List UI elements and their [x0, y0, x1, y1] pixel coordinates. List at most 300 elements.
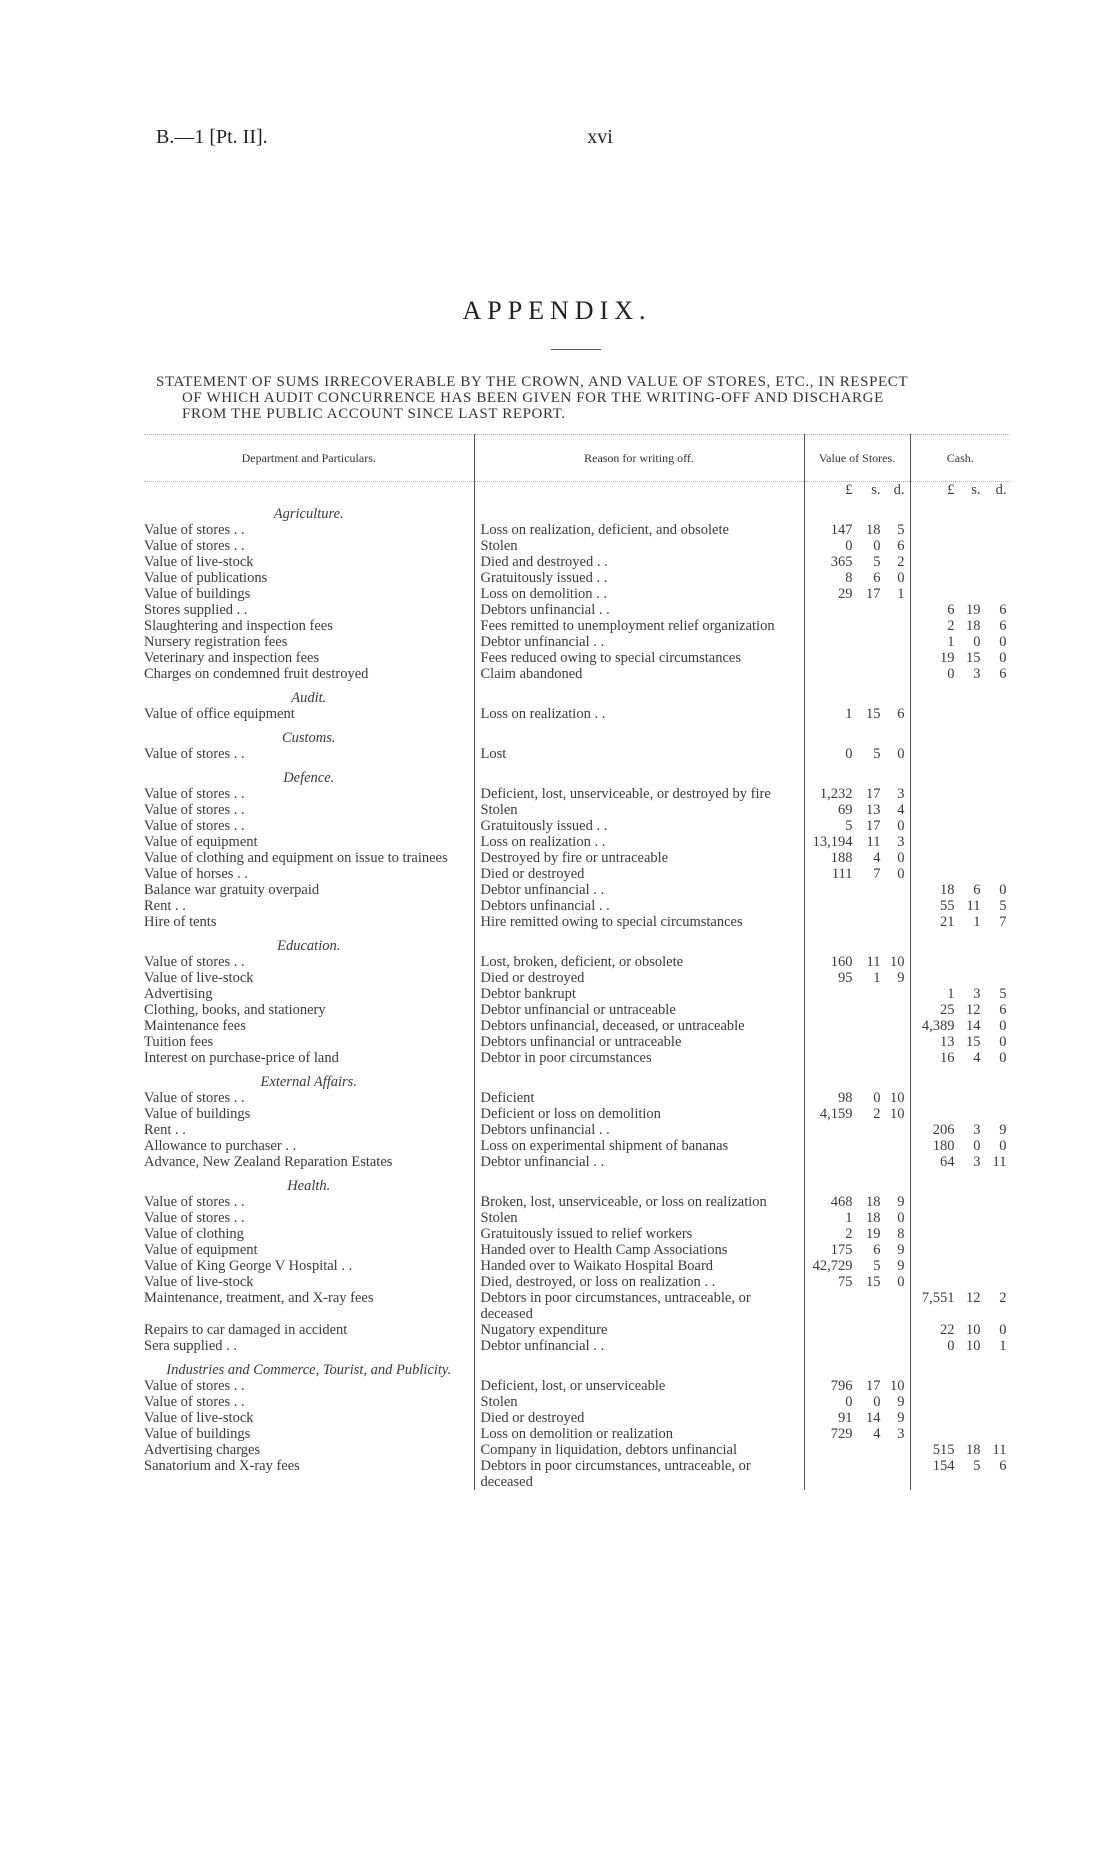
stores-value-cell — [804, 1194, 910, 1210]
lsd-part: 15 — [866, 1274, 881, 1290]
stores-value-cell — [804, 602, 910, 618]
lsd-part: 3 — [897, 1426, 905, 1442]
lsd-part: 0 — [897, 850, 905, 866]
section-heading: External Affairs. — [260, 1074, 357, 1090]
lsd-part: 175 — [830, 1242, 853, 1258]
table-row — [144, 618, 1010, 634]
cash-value-cell — [910, 618, 1010, 634]
section-blank — [910, 1066, 1010, 1090]
lsd-part: 55 — [940, 898, 955, 914]
lsd-part: 1 — [845, 1210, 853, 1226]
cash-value-cell — [910, 970, 1010, 986]
lsd-part: 5 — [873, 1258, 881, 1274]
reason-cell: Loss on demolition . . — [474, 586, 804, 602]
particulars-cell: Advertising — [144, 986, 213, 1002]
lsd-part: 6 — [873, 570, 881, 586]
cash-value-cell — [910, 666, 1010, 682]
lsd-part: 9 — [897, 1394, 905, 1410]
stores-value-cell — [804, 706, 910, 722]
lsd-part: 9 — [897, 1258, 905, 1274]
units-row — [144, 482, 1010, 499]
lsd-part: 4 — [873, 1426, 881, 1442]
lsd-part: 17 — [866, 1378, 881, 1394]
lsd-part: 11 — [992, 1442, 1007, 1458]
table-row — [144, 866, 1010, 882]
lsd-amount — [911, 1050, 1007, 1066]
reason-cell: Stolen — [474, 538, 804, 554]
lsd-amount — [911, 1442, 1007, 1458]
table-row — [144, 1242, 1010, 1258]
particulars-cell: Value of stores . . — [144, 1378, 245, 1394]
lsd-amount — [805, 850, 905, 866]
particulars-cell: Sera supplied . . — [144, 1338, 238, 1354]
lsd-part: 6 — [897, 538, 905, 554]
cash-value-cell — [910, 986, 1010, 1002]
section-blank — [474, 1354, 804, 1378]
particulars-cell: Rent . . — [144, 898, 186, 914]
lsd-amount — [911, 1122, 1007, 1138]
section-blank — [474, 1066, 804, 1090]
lsd-part: 0 — [947, 1338, 955, 1354]
table-row — [144, 522, 1010, 538]
units-blank — [144, 482, 474, 499]
lsd-part: 1 — [897, 586, 905, 602]
section-blank — [804, 498, 910, 522]
cash-value-cell — [910, 818, 1010, 834]
lsd-part: 18 — [966, 618, 981, 634]
particulars-cell: Slaughtering and inspection fees — [144, 618, 333, 634]
table-row — [144, 882, 1010, 898]
lsd-part: 11 — [866, 834, 881, 850]
stores-value-cell — [804, 1290, 910, 1322]
section-heading: Education. — [277, 938, 341, 954]
cash-value-cell — [910, 1426, 1010, 1442]
particulars-cell: Value of horses . . — [144, 866, 248, 882]
stores-units — [804, 482, 910, 499]
lsd-part: 15 — [866, 706, 881, 722]
stores-value-cell — [804, 618, 910, 634]
lsd-part: 0 — [973, 634, 981, 650]
unit-label: s. — [871, 482, 881, 498]
table-row — [144, 1210, 1010, 1226]
particulars-cell: Value of stores . . — [144, 1090, 245, 1106]
particulars-cell: Value of stores . . — [144, 522, 245, 538]
statement-line: STATEMENT OF SUMS IRRECOVERABLE BY THE CROWN, AND VALUE OF STORES, ETC., IN RESPECT — [156, 374, 909, 390]
particulars-cell: Value of stores . . — [144, 1210, 245, 1226]
cash-value-cell — [910, 1090, 1010, 1106]
lsd-part: 0 — [999, 634, 1007, 650]
section-heading: Defence. — [283, 770, 335, 786]
reason-cell: Gratuitously issued to relief workers — [474, 1226, 804, 1242]
unit-label: d. — [995, 482, 1007, 498]
cash-value-cell — [910, 1226, 1010, 1242]
table-row — [144, 1002, 1010, 1018]
reason-cell: Claim abandoned — [474, 666, 804, 682]
lsd-part: 8 — [897, 1226, 905, 1242]
section-row — [144, 722, 1010, 746]
lsd-part: 18 — [940, 882, 955, 898]
cash-value-cell — [910, 554, 1010, 570]
lsd-part: 3 — [897, 834, 905, 850]
lsd-part: 0 — [999, 1018, 1007, 1034]
reason-cell: Loss on realization . . — [474, 706, 804, 722]
lsd-amount — [911, 1338, 1007, 1354]
cash-value-cell — [910, 1194, 1010, 1210]
lsd-part: 0 — [897, 818, 905, 834]
reason-cell: Died and destroyed . . — [474, 554, 804, 570]
cash-value-cell — [910, 898, 1010, 914]
table-row — [144, 554, 1010, 570]
particulars-cell: Maintenance fees — [144, 1018, 246, 1034]
cash-value-cell — [910, 1290, 1010, 1322]
reason-cell: Company in liquidation, debtors unfinancial — [474, 1442, 804, 1458]
stores-value-cell — [804, 1458, 910, 1490]
lsd-part: 515 — [932, 1442, 955, 1458]
stores-value-cell — [804, 1274, 910, 1290]
cash-value-cell — [910, 586, 1010, 602]
cash-value-cell — [910, 882, 1010, 898]
col-header-department: Department and Particulars. — [144, 435, 474, 482]
cash-value-cell — [910, 850, 1010, 866]
reason-cell: Lost, broken, deficient, or obsolete — [474, 954, 804, 970]
lsd-amount — [911, 618, 1007, 634]
stores-value-cell — [804, 1226, 910, 1242]
lsd-part: 6 — [999, 618, 1007, 634]
section-blank — [804, 1066, 910, 1090]
lsd-part: 19 — [866, 1226, 881, 1242]
section-blank — [474, 722, 804, 746]
reason-cell: Broken, lost, unserviceable, or loss on realization — [474, 1194, 804, 1210]
table-row — [144, 1194, 1010, 1210]
lsd-part: 1 — [873, 970, 881, 986]
lsd-part: 3 — [973, 1154, 981, 1170]
lsd-amount — [805, 1210, 905, 1226]
lsd-amount — [805, 866, 905, 882]
cash-value-cell — [910, 834, 1010, 850]
stores-value-cell — [804, 1322, 910, 1338]
cash-value-cell — [910, 650, 1010, 666]
table-row — [144, 570, 1010, 586]
section-blank — [804, 1354, 910, 1378]
lsd-amount — [911, 1002, 1007, 1018]
cash-value-cell — [910, 1258, 1010, 1274]
section-row — [144, 930, 1010, 954]
lsd-amount — [911, 1458, 1007, 1474]
particulars-cell: Value of stores . . — [144, 746, 245, 762]
stores-value-cell — [804, 650, 910, 666]
reason-cell: Debtors in poor circumstances, untraceable, or deceased — [474, 1290, 804, 1322]
particulars-cell: Value of office equipment — [144, 706, 295, 722]
cash-value-cell — [910, 570, 1010, 586]
lsd-amount — [805, 834, 905, 850]
section-row — [144, 762, 1010, 786]
cash-value-cell — [910, 522, 1010, 538]
section-blank — [910, 722, 1010, 746]
lsd-part: 18 — [866, 1210, 881, 1226]
reason-cell: Stolen — [474, 802, 804, 818]
reason-cell: Fees remitted to unemployment relief organization — [474, 618, 804, 634]
particulars-cell: Advertising charges — [144, 1442, 261, 1458]
lsd-part: 3 — [897, 786, 905, 802]
lsd-part: 6 — [897, 706, 905, 722]
cash-value-cell — [910, 954, 1010, 970]
stores-value-cell — [804, 746, 910, 762]
reason-cell: Gratuitously issued . . — [474, 570, 804, 586]
reason-cell: Debtors unfinancial . . — [474, 1122, 804, 1138]
lsd-part: 6 — [973, 882, 981, 898]
cash-value-cell — [910, 1034, 1010, 1050]
stores-value-cell — [804, 850, 910, 866]
table-row — [144, 586, 1010, 602]
particulars-cell: Value of stores . . — [144, 802, 245, 818]
cash-value-cell — [910, 1394, 1010, 1410]
cash-value-cell — [910, 1018, 1010, 1034]
stores-value-cell — [804, 1018, 910, 1034]
lsd-part: 7 — [999, 914, 1007, 930]
lsd-part: 11 — [992, 1154, 1007, 1170]
table-row — [144, 986, 1010, 1002]
lsd-part: 64 — [940, 1154, 955, 1170]
cash-value-cell — [910, 866, 1010, 882]
table-row — [144, 634, 1010, 650]
reason-cell: Debtor bankrupt — [474, 986, 804, 1002]
particulars-cell: Nursery registration fees — [144, 634, 288, 650]
lsd-part: 25 — [940, 1002, 955, 1018]
table-row — [144, 898, 1010, 914]
running-header: B.—1 [Pt. II]. — [156, 126, 268, 148]
lsd-part: 5 — [973, 1458, 981, 1474]
section-blank — [910, 1170, 1010, 1194]
reason-cell: Debtors unfinancial . . — [474, 602, 804, 618]
table-row — [144, 1426, 1010, 1442]
cash-value-cell — [910, 1122, 1010, 1138]
lsd-part: 16 — [940, 1050, 955, 1066]
table-row — [144, 1122, 1010, 1138]
units-grid — [805, 482, 905, 498]
lsd-part: 365 — [830, 554, 853, 570]
reason-cell: Debtors in poor circumstances, untraceable, or deceased — [474, 1458, 804, 1490]
particulars-cell: Value of publications — [144, 570, 268, 586]
lsd-part: 0 — [999, 882, 1007, 898]
reason-cell: Loss on experimental shipment of bananas — [474, 1138, 804, 1154]
writeoff-table — [144, 434, 1010, 1490]
stores-value-cell — [804, 1442, 910, 1458]
reason-cell: Lost — [474, 746, 804, 762]
reason-cell: Nugatory expenditure — [474, 1322, 804, 1338]
lsd-amount — [911, 1034, 1007, 1050]
lsd-part: 18 — [866, 1194, 881, 1210]
particulars-cell: Value of stores . . — [144, 1194, 245, 1210]
stores-value-cell — [804, 570, 910, 586]
lsd-part: 10 — [966, 1338, 981, 1354]
lsd-part: 0 — [947, 666, 955, 682]
lsd-amount — [911, 634, 1007, 650]
particulars-cell: Tuition fees — [144, 1034, 214, 1050]
cash-value-cell — [910, 1138, 1010, 1154]
cash-value-cell — [910, 1242, 1010, 1258]
particulars-cell: Stores supplied . . — [144, 602, 248, 618]
statement-line: FROM THE PUBLIC ACCOUNT SINCE LAST REPORT. — [182, 406, 566, 422]
lsd-part: 5 — [999, 898, 1007, 914]
lsd-part: 0 — [897, 866, 905, 882]
section-row — [144, 1170, 1010, 1194]
lsd-part: 0 — [897, 746, 905, 762]
lsd-amount — [805, 746, 905, 762]
lsd-amount — [911, 1322, 1007, 1338]
table-row — [144, 1378, 1010, 1394]
reason-cell: Loss on demolition or realization — [474, 1426, 804, 1442]
cash-value-cell — [910, 1274, 1010, 1290]
stores-value-cell — [804, 1426, 910, 1442]
lsd-part: 6 — [999, 1002, 1007, 1018]
lsd-part: 0 — [999, 1322, 1007, 1338]
cash-value-cell — [910, 706, 1010, 722]
cash-units — [910, 482, 1010, 499]
lsd-part: 468 — [830, 1194, 853, 1210]
lsd-part: 1 — [845, 706, 853, 722]
lsd-part: 1 — [947, 986, 955, 1002]
reason-cell: Stolen — [474, 1394, 804, 1410]
table-row — [144, 1226, 1010, 1242]
table-row — [144, 786, 1010, 802]
lsd-part: 10 — [890, 1106, 905, 1122]
unit-label: s. — [971, 482, 981, 498]
lsd-amount — [911, 1138, 1007, 1154]
particulars-cell: Veterinary and inspection fees — [144, 650, 320, 666]
reason-cell: Handed over to Health Camp Associations — [474, 1242, 804, 1258]
reason-cell: Handed over to Waikato Hospital Board — [474, 1258, 804, 1274]
lsd-part: 5 — [897, 522, 905, 538]
lsd-part: 180 — [932, 1138, 955, 1154]
lsd-amount — [911, 1154, 1007, 1170]
lsd-part: 3 — [973, 1122, 981, 1138]
lsd-part: 0 — [897, 1274, 905, 1290]
stores-value-cell — [804, 1258, 910, 1274]
reason-cell: Debtors unfinancial, deceased, or untraceable — [474, 1018, 804, 1034]
stores-value-cell — [804, 882, 910, 898]
reason-cell: Fees reduced owing to special circumstances — [474, 650, 804, 666]
section-blank — [474, 498, 804, 522]
lsd-part: 4 — [873, 850, 881, 866]
particulars-cell: Repairs to car damaged in accident — [144, 1322, 348, 1338]
lsd-part: 0 — [845, 538, 853, 554]
section-blank — [910, 930, 1010, 954]
particulars-cell: Value of clothing and equipment on issue to trainees — [144, 850, 448, 866]
lsd-amount — [805, 1226, 905, 1242]
lsd-part: 1,232 — [819, 786, 853, 802]
lsd-part: 0 — [973, 1138, 981, 1154]
reason-cell: Debtor unfinancial . . — [474, 634, 804, 650]
lsd-part: 206 — [932, 1122, 955, 1138]
col-header-reason: Reason for writing off. — [474, 435, 804, 482]
lsd-amount — [805, 818, 905, 834]
lsd-part: 6 — [873, 1242, 881, 1258]
stores-value-cell — [804, 866, 910, 882]
particulars-cell: Value of stores . . — [144, 818, 245, 834]
stores-value-cell — [804, 1242, 910, 1258]
table-row — [144, 1274, 1010, 1290]
lsd-part: 0 — [897, 570, 905, 586]
section-blank — [474, 762, 804, 786]
table-row — [144, 1394, 1010, 1410]
lsd-part: 22 — [940, 1322, 955, 1338]
lsd-part: 0 — [999, 1138, 1007, 1154]
lsd-part: 14 — [866, 1410, 881, 1426]
lsd-amount — [805, 586, 905, 602]
stores-value-cell — [804, 1394, 910, 1410]
table-row — [144, 1034, 1010, 1050]
reason-cell: Deficient, lost, or unserviceable — [474, 1378, 804, 1394]
section-row — [144, 498, 1010, 522]
cash-value-cell — [910, 1458, 1010, 1490]
particulars-cell: Value of King George V Hospital . . — [144, 1258, 353, 1274]
lsd-part: 9 — [897, 1242, 905, 1258]
lsd-part: 11 — [966, 898, 981, 914]
lsd-part: 9 — [897, 1194, 905, 1210]
lsd-part: 154 — [932, 1458, 955, 1474]
table-row — [144, 802, 1010, 818]
table-row — [144, 1338, 1010, 1354]
reason-cell: Debtor unfinancial or untraceable — [474, 1002, 804, 1018]
stores-value-cell — [804, 538, 910, 554]
table-row — [144, 850, 1010, 866]
lsd-part: 91 — [838, 1410, 853, 1426]
lsd-part: 17 — [866, 586, 881, 602]
lsd-part: 21 — [940, 914, 955, 930]
lsd-part: 10 — [890, 1090, 905, 1106]
particulars-cell: Balance war gratuity overpaid — [144, 882, 320, 898]
particulars-cell: Value of stores . . — [144, 786, 245, 802]
stores-value-cell — [804, 1210, 910, 1226]
cash-value-cell — [910, 1106, 1010, 1122]
reason-cell: Gratuitously issued . . — [474, 818, 804, 834]
lsd-part: 6 — [999, 602, 1007, 618]
lsd-part: 4 — [973, 1050, 981, 1066]
lsd-part: 69 — [838, 802, 853, 818]
lsd-part: 0 — [845, 746, 853, 762]
stores-value-cell — [804, 1378, 910, 1394]
reason-cell: Loss on realization . . — [474, 834, 804, 850]
reason-cell: Died or destroyed — [474, 1410, 804, 1426]
lsd-part: 10 — [890, 954, 905, 970]
lsd-part: 0 — [999, 1034, 1007, 1050]
reason-cell: Died, destroyed, or loss on realization . . — [474, 1274, 804, 1290]
table-row — [144, 1154, 1010, 1170]
lsd-part: 17 — [866, 818, 881, 834]
lsd-part: 5 — [845, 818, 853, 834]
stores-value-cell — [804, 1050, 910, 1066]
stores-value-cell — [804, 1034, 910, 1050]
reason-cell: Deficient — [474, 1090, 804, 1106]
lsd-part: 188 — [830, 850, 853, 866]
reason-cell: Debtor unfinancial . . — [474, 1154, 804, 1170]
lsd-part: 5 — [873, 746, 881, 762]
cash-value-cell — [910, 634, 1010, 650]
lsd-part: 796 — [830, 1378, 853, 1394]
page-number: xvi — [587, 126, 613, 148]
stores-value-cell — [804, 554, 910, 570]
reason-cell: Died or destroyed — [474, 970, 804, 986]
lsd-part: 18 — [866, 522, 881, 538]
particulars-cell: Allowance to purchaser . . — [144, 1138, 297, 1154]
lsd-amount — [911, 650, 1007, 666]
cash-value-cell — [910, 1210, 1010, 1226]
lsd-part: 111 — [831, 866, 853, 882]
lsd-amount — [911, 666, 1007, 682]
lsd-part: 14 — [966, 1018, 981, 1034]
lsd-part: 18 — [966, 1442, 981, 1458]
lsd-amount — [805, 1194, 905, 1210]
